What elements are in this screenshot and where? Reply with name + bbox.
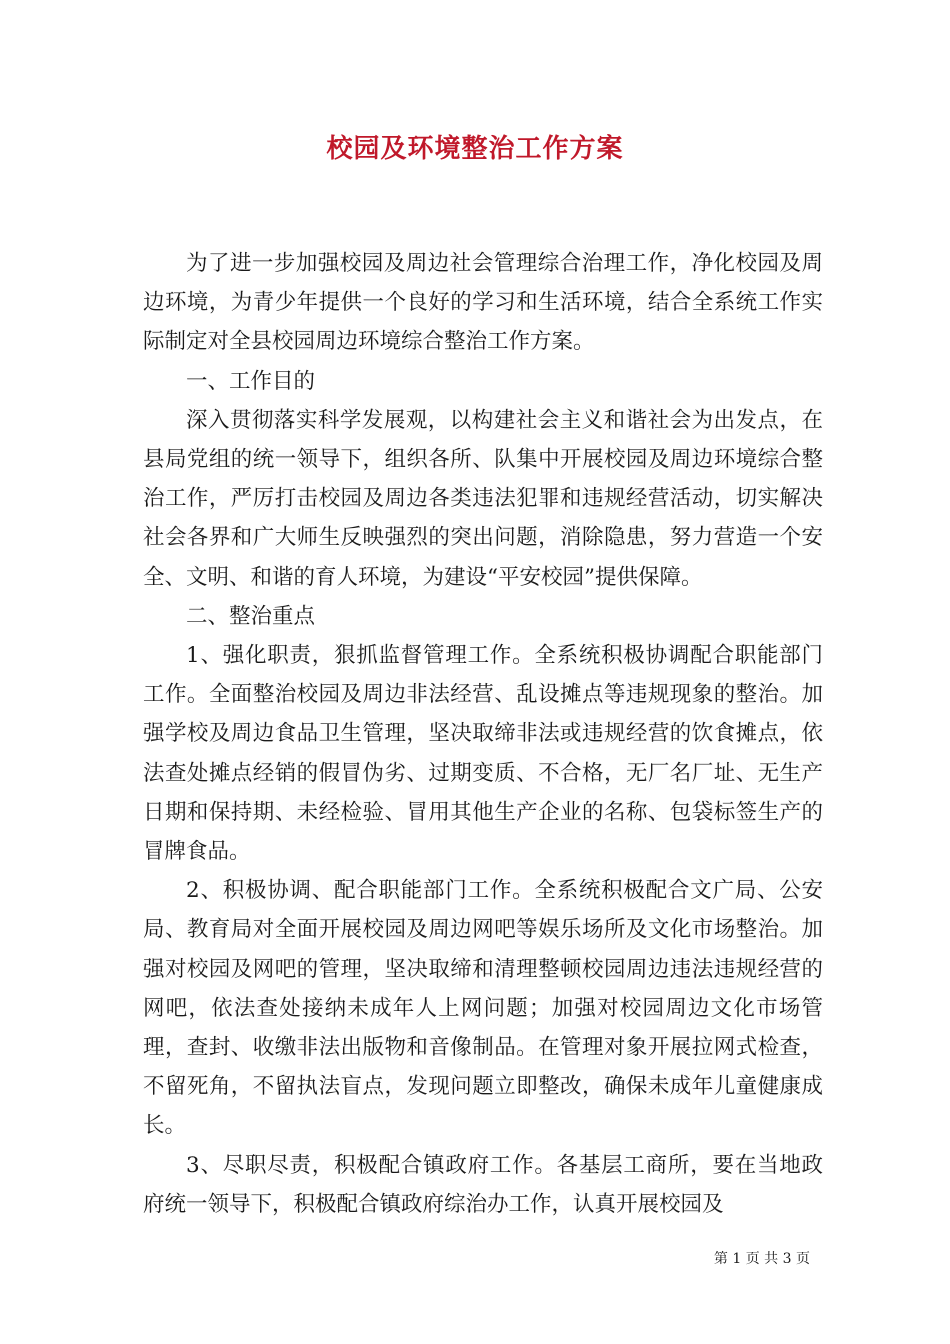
focus-item-1: 1、强化职责，狠抓监督管理工作。全系统积极协调配合职能部门工作。全面整治校园及周边非法经营、乱设摊点等违规现象的整治。加强学校及周边食品卫生管理，坚决取缔非法或违规经营的饮食摊点，依法查处摊点经销的假冒伪劣、过期变质、不合格，无厂名厂址、无生产日期和保持期、未经检验、冒用其他生产企业的名称、包袋标签生产的冒牌食品。 bbox=[143, 643, 823, 865]
page-number-footer: 第 1 页 共 3 页 bbox=[713, 1251, 810, 1267]
focus-item-2: 2、积极协调、配合职能部门工作。全系统积极配合文广局、公安局、教育局对全面开展校园及周边网吧等娱乐场所及文化市场整治。加强对校园及网吧的管理，坚决取缔和清理整顿校园周边违法违规经营的网吧，依法查处接纳未成年人上网问题；加强对校园周边文化市场管理，查封、收缴非法出版物和音像制品。在管理对象开展拉网式检查，不留死角，不留执法盲点，发现问题立即整改，确保未成年儿童健康成长。 bbox=[143, 878, 823, 1139]
focus-item-3: 3、尽职尽责，积极配合镇政府工作。各基层工商所，要在当地政府统一领导下，积极配合镇政府综治办工作，认真开展校园及 bbox=[143, 1152, 823, 1217]
section-heading-purpose: 一、工作目的 bbox=[186, 368, 316, 394]
document-body bbox=[143, 244, 823, 1224]
section-heading-focus: 二、整治重点 bbox=[186, 603, 316, 629]
purpose-paragraph: 深入贯彻落实科学发展观，以构建社会主义和谐社会为出发点，在县局党组的统一领导下，组织各所、队集中开展校园及周边环境综合整治工作，严厉打击校园及周边各类违法犯罪和违规经营活动，切实解决社会各界和广大师生反映强烈的突出问题，消除隐患，努力营造一个安全、文明、和谐的育人环境，为建设“平安校园”提供保障。 bbox=[143, 407, 823, 590]
document-title: 校园及环境整治工作方案 bbox=[326, 134, 624, 164]
intro-paragraph: 为了进一步加强校园及周边社会管理综合治理工作，净化校园及周边环境，为青少年提供一个良好的学习和生活环境，结合全系统工作实际制定对全县校园周边环境综合整治工作方案。 bbox=[143, 251, 823, 355]
